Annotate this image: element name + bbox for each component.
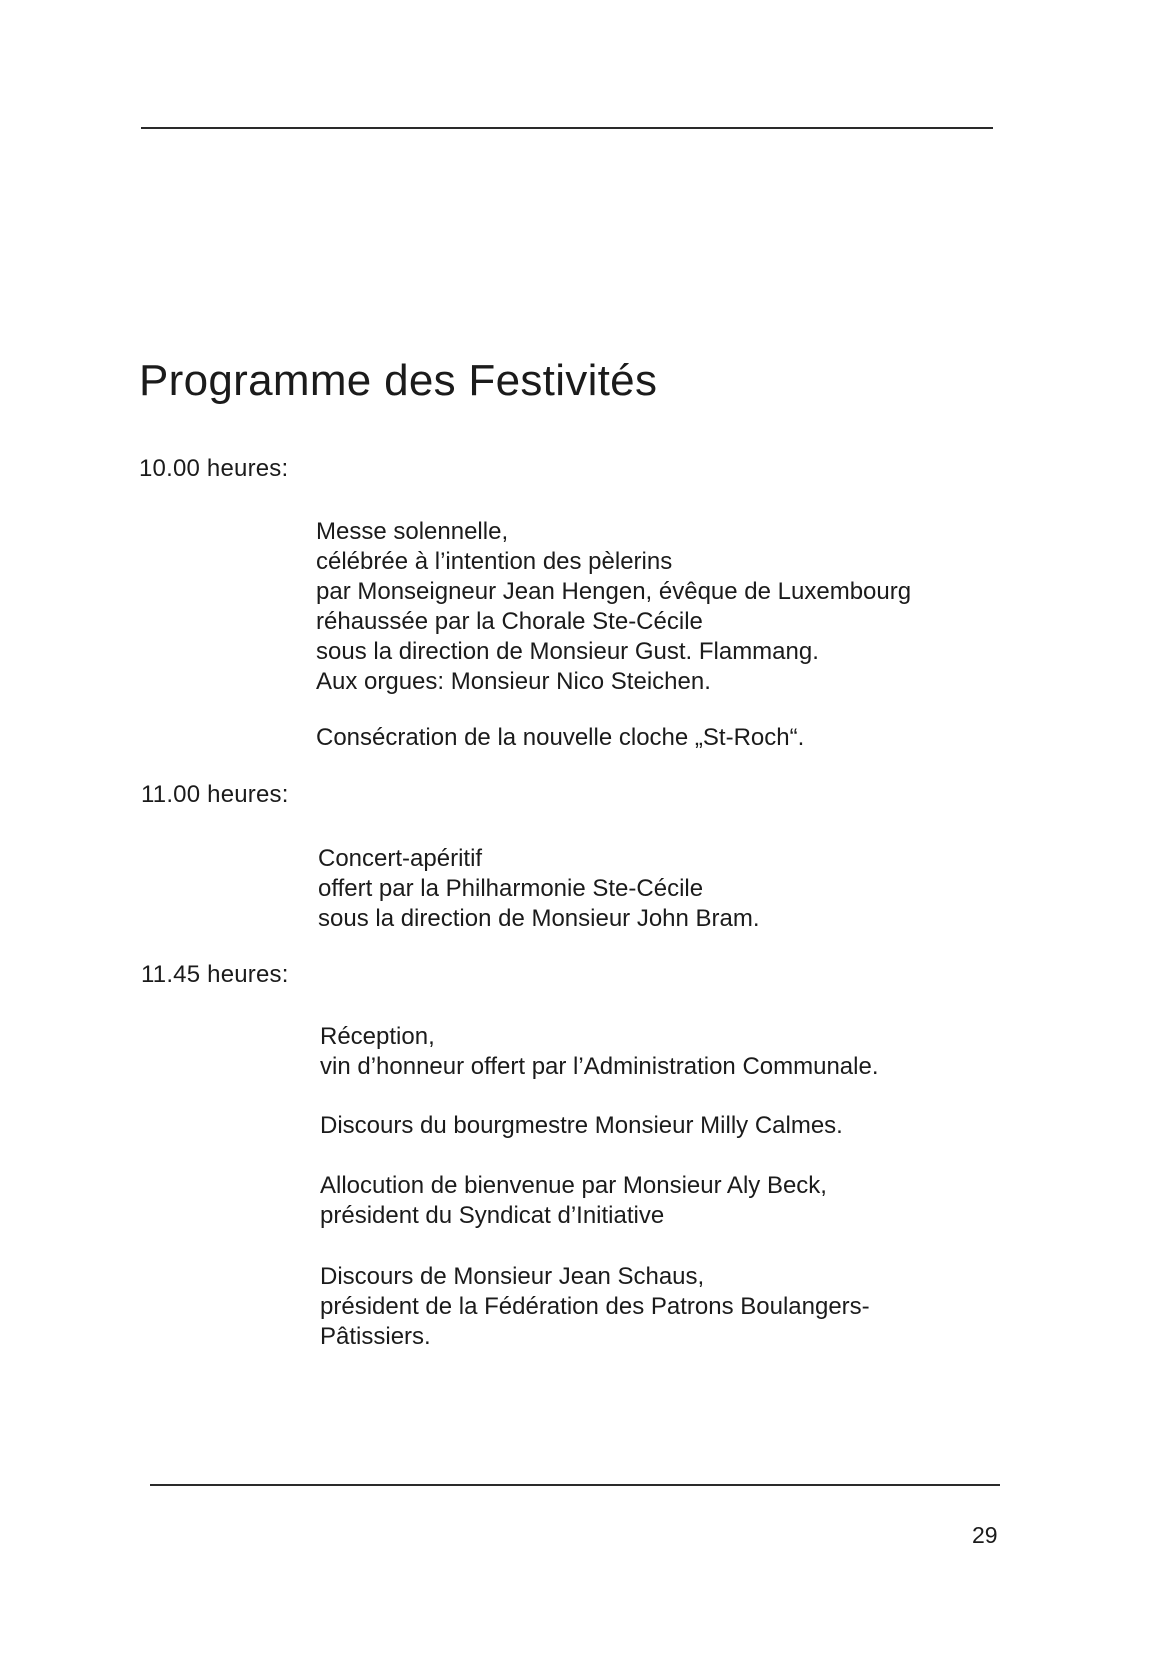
programme-line: Discours de Monsieur Jean Schaus, (320, 1263, 705, 1290)
page-title: Programme des Festivités (139, 356, 658, 405)
programme-line: vin d’honneur offert par l’Administration Communale. (320, 1053, 879, 1080)
programme-line: président de la Fédération des Patrons Boulangers- (320, 1293, 870, 1320)
bottom-rule (150, 1484, 1000, 1486)
programme-block (320, 1171, 827, 1231)
programme-line: Pâtissiers. (320, 1323, 431, 1350)
time-label: 10.00 heures: (139, 455, 289, 482)
programme-line: Concert-apéritif (318, 845, 483, 872)
top-rule (141, 127, 993, 129)
programme-line: réhaussée par la Chorale Ste-Cécile (316, 608, 703, 635)
time-label: 11.45 heures: (141, 961, 289, 988)
programme-block (316, 723, 804, 753)
programme-line: sous la direction de Monsieur Gust. Flammang. (316, 638, 819, 665)
programme-block (320, 1262, 870, 1352)
programme-line: Aux orgues: Monsieur Nico Steichen. (316, 668, 711, 695)
programme-line: Messe solennelle, (316, 518, 509, 545)
programme-block (316, 517, 911, 697)
programme-line: Réception, (320, 1023, 435, 1050)
programme-line: président du Syndicat d’Initiative (320, 1202, 665, 1229)
programme-line: célébrée à l’intention des pèlerins (316, 548, 673, 575)
programme-line: sous la direction de Monsieur John Bram. (318, 905, 760, 932)
programme-line: Consécration de la nouvelle cloche „St-Roch“. (316, 724, 805, 751)
time-label: 11.00 heures: (141, 781, 289, 808)
programme-block (320, 1022, 879, 1082)
programme-line: Discours du bourgmestre Monsieur Milly Calmes. (320, 1112, 843, 1139)
programme-line: par Monseigneur Jean Hengen, évêque de Luxembourg (316, 578, 912, 605)
page-number: 29 (972, 1522, 998, 1548)
programme-line: Allocution de bienvenue par Monsieur Aly Beck, (320, 1172, 827, 1199)
programme-block (320, 1111, 843, 1141)
programme-block (318, 844, 760, 934)
programme-line: offert par la Philharmonie Ste-Cécile (318, 875, 704, 902)
